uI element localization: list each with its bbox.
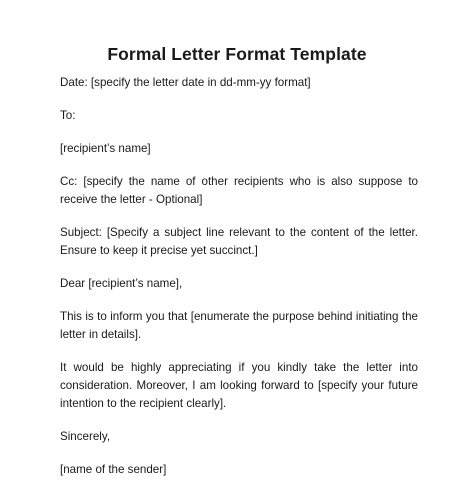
page-title: Formal Letter Format Template — [107, 44, 367, 64]
salutation-line: Dear [recipient’s name], — [60, 277, 183, 290]
subject-line: Subject: [Specify a subject line relevant to the content of the letter. Ensure to keep it precise yet succinct.] — [60, 226, 418, 257]
date-line: Date: [specify the letter date in dd-mm-yy format] — [60, 76, 311, 89]
cc-line: Cc: [specify the name of other recipients who is also suppose to receive the letter - Optional] — [60, 175, 418, 206]
closing-line: Sincerely, — [60, 430, 111, 443]
sender-name-line: [name of the sender] — [60, 463, 167, 476]
to-line: To: — [60, 109, 76, 122]
letter-body — [60, 74, 418, 494]
consideration-paragraph: It would be highly appreciating if you kindly take the letter into consideration. Moreover, I am looking forward to [specify your future intention to the recipient clearly]. — [60, 361, 418, 410]
recipient-name-line: [recipient’s name] — [60, 142, 151, 155]
purpose-paragraph: This is to inform you that [enumerate the purpose behind initiating the letter in details]. — [60, 310, 418, 341]
